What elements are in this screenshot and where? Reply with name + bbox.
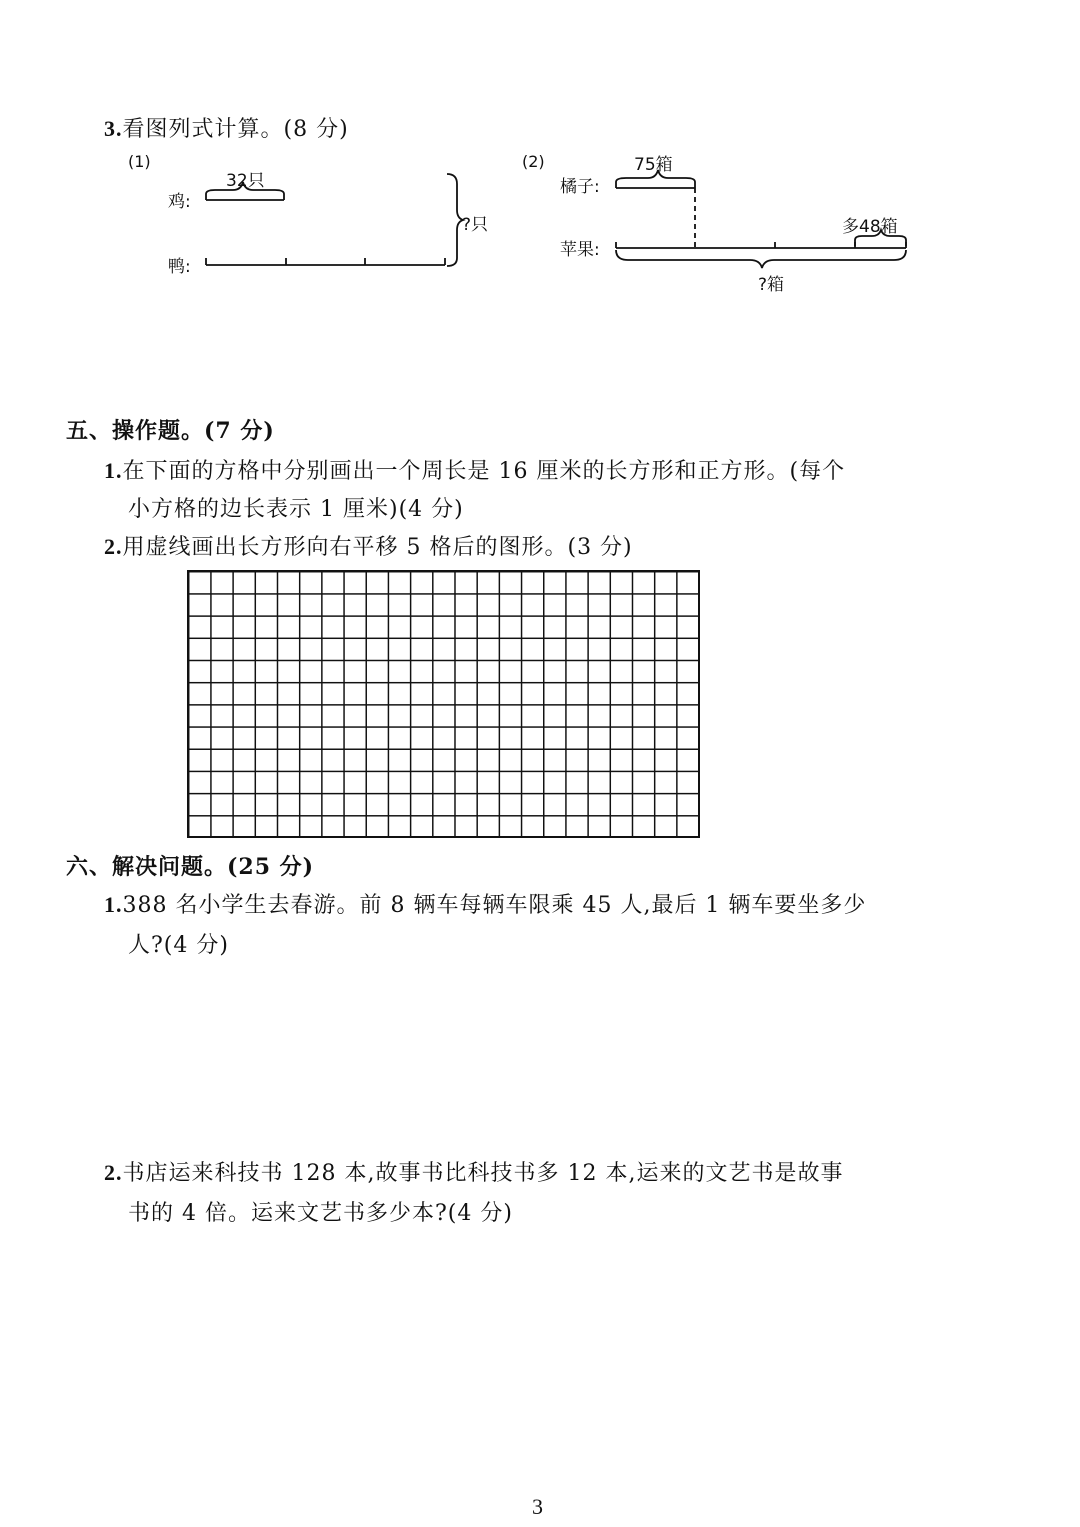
question-3: [104, 112, 349, 143]
section-6-question-1: [104, 888, 866, 919]
question-text-line-1: 在下面的方格中分别画出一个周长是 16 厘米的长方形和正方形。(每个: [122, 459, 846, 484]
question-number: 1.: [104, 458, 123, 483]
duck-label: 鸭:: [168, 257, 191, 277]
question-number: 1.: [104, 892, 123, 917]
apple-label: 苹果:: [560, 240, 600, 260]
diagram-1-lines: [195, 170, 475, 280]
section-6-title: 六、解决问题。(25 分): [66, 854, 315, 880]
diagram-2-lines: [600, 160, 920, 280]
question-number: 2.: [104, 534, 123, 559]
section-6-question-2-line-2: 书的 4 倍。运来文艺书多少本?(4 分): [128, 1201, 513, 1226]
question-text-line-1: 388 名小学生去春游。前 8 辆车每辆车限乘 45 人,最后 1 辆车要坐多少: [122, 893, 867, 918]
question-text-line-1: 书店运来科技书 128 本,故事书比科技书多 12 本,运来的文艺书是故事: [122, 1161, 844, 1186]
chicken-label: 鸡:: [168, 192, 191, 212]
question-number: 2.: [104, 1160, 123, 1185]
question-text: 看图列式计算。(8 分): [122, 117, 349, 142]
chicken-value: 32只: [226, 171, 265, 191]
section-5-question-2: [104, 530, 633, 561]
section-5-title: 五、操作题。(7 分): [66, 418, 275, 444]
diagram-2-total: ?箱: [758, 275, 785, 295]
question-text: 用虚线画出长方形向右平移 5 格后的图形。(3 分): [122, 535, 633, 560]
section-5-question-1-line-2: 小方格的边长表示 1 厘米)(4 分): [128, 497, 464, 522]
diagram-2-label: (2): [522, 152, 545, 171]
square-grid[interactable]: [187, 570, 700, 838]
orange-value: 75箱: [634, 155, 673, 175]
diagram-1-label: (1): [128, 152, 151, 171]
section-5-question-1: [104, 454, 845, 485]
page-number: 3: [532, 1494, 543, 1519]
diagram-1-total: ?只: [462, 215, 489, 235]
question-number: 3.: [104, 116, 123, 141]
section-6-question-2: [104, 1156, 843, 1187]
extra-value: 多48箱: [842, 217, 898, 237]
orange-label: 橘子:: [560, 177, 600, 197]
section-6-question-1-line-2: 人?(4 分): [128, 933, 229, 958]
